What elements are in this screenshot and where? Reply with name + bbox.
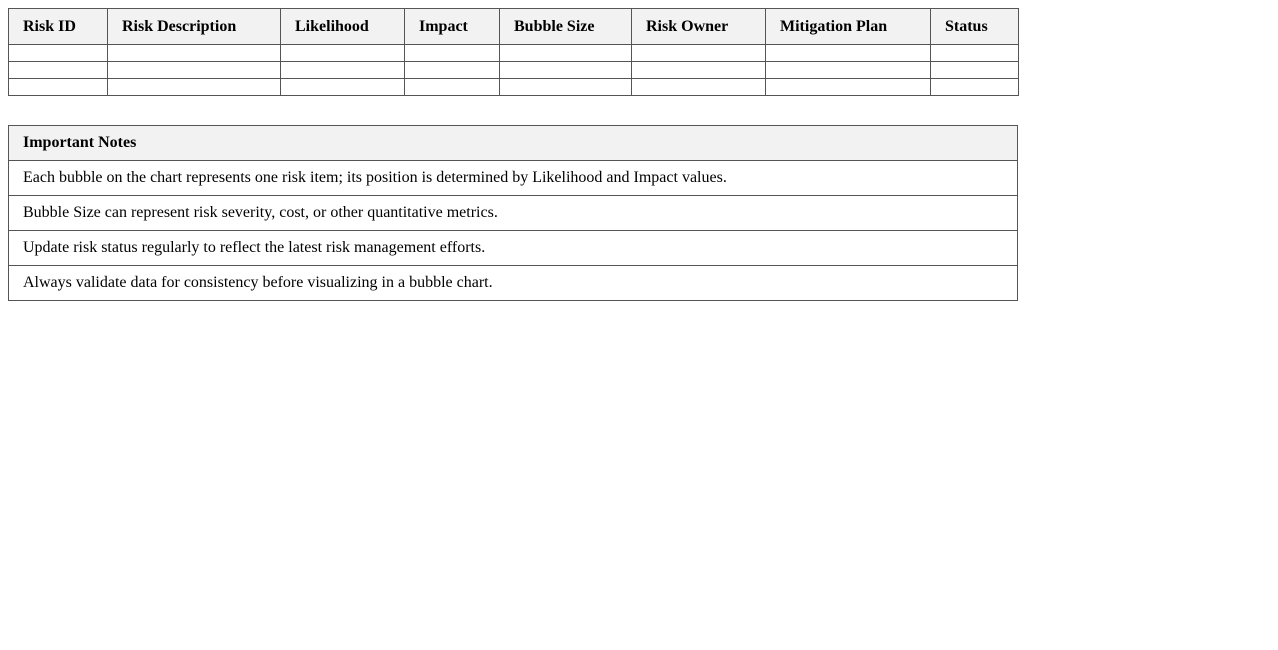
table-cell[interactable]: [281, 62, 405, 79]
column-header-mitigation-plan: Mitigation Plan: [766, 9, 931, 45]
notes-title: Important Notes: [9, 126, 1018, 161]
note-item: Update risk status regularly to reflect the latest risk management efforts.: [9, 231, 1018, 266]
table-cell[interactable]: [500, 79, 632, 96]
table-cell[interactable]: [9, 45, 108, 62]
table-cell[interactable]: [931, 45, 1019, 62]
table-cell[interactable]: [632, 45, 766, 62]
table-cell[interactable]: [931, 62, 1019, 79]
notes-row: [9, 161, 1018, 196]
table-row: [9, 79, 1019, 96]
table-cell[interactable]: [766, 62, 931, 79]
table-cell[interactable]: [931, 79, 1019, 96]
table-cell[interactable]: [405, 62, 500, 79]
table-cell[interactable]: [405, 45, 500, 62]
important-notes-table: [8, 125, 1018, 301]
table-cell[interactable]: [632, 79, 766, 96]
table-row: [9, 45, 1019, 62]
table-cell[interactable]: [632, 62, 766, 79]
table-cell[interactable]: [766, 79, 931, 96]
notes-row: [9, 266, 1018, 301]
table-cell[interactable]: [108, 79, 281, 96]
table-header-row: [9, 9, 1019, 45]
notes-row: [9, 231, 1018, 266]
column-header-impact: Impact: [405, 9, 500, 45]
table-cell[interactable]: [9, 62, 108, 79]
table-cell[interactable]: [281, 79, 405, 96]
table-row: [9, 62, 1019, 79]
table-cell[interactable]: [500, 62, 632, 79]
table-cell[interactable]: [281, 45, 405, 62]
column-header-status: Status: [931, 9, 1019, 45]
column-header-risk-owner: Risk Owner: [632, 9, 766, 45]
column-header-bubble-size: Bubble Size: [500, 9, 632, 45]
note-item: Bubble Size can represent risk severity, cost, or other quantitative metrics.: [9, 196, 1018, 231]
column-header-risk-description: Risk Description: [108, 9, 281, 45]
table-cell[interactable]: [108, 45, 281, 62]
table-cell[interactable]: [500, 45, 632, 62]
table-cell[interactable]: [405, 79, 500, 96]
table-cell[interactable]: [766, 45, 931, 62]
risk-register-table: [8, 8, 1019, 96]
table-cell[interactable]: [9, 79, 108, 96]
notes-row: [9, 196, 1018, 231]
note-item: Always validate data for consistency before visualizing in a bubble chart.: [9, 266, 1018, 301]
notes-header-row: [9, 126, 1018, 161]
column-header-likelihood: Likelihood: [281, 9, 405, 45]
column-header-risk-id: Risk ID: [9, 9, 108, 45]
note-item: Each bubble on the chart represents one risk item; its position is determined by Likelihood and Impact values.: [9, 161, 1018, 196]
table-cell[interactable]: [108, 62, 281, 79]
